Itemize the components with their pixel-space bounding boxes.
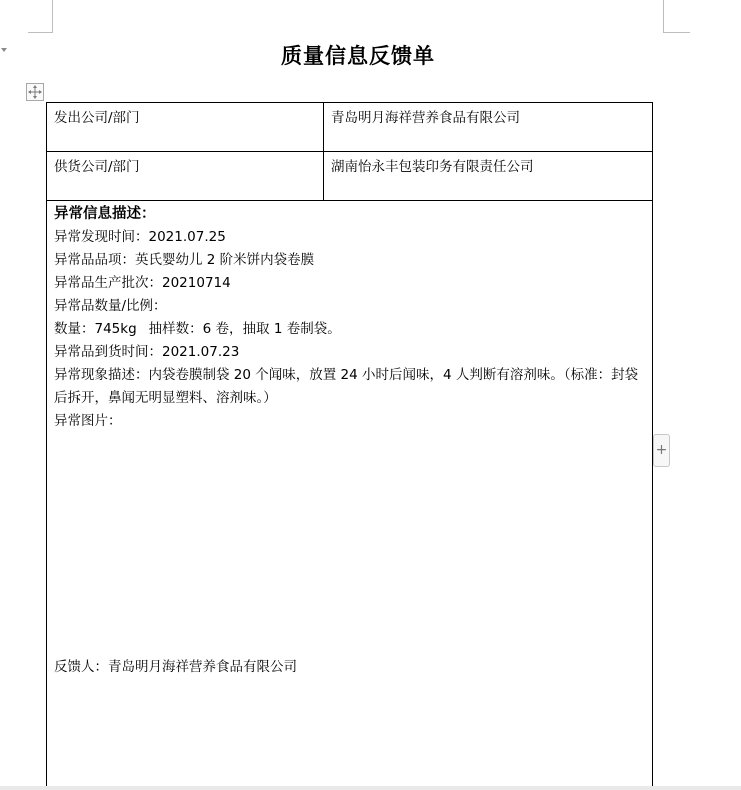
phenomenon-line <box>54 364 646 410</box>
arrival-line <box>54 341 646 364</box>
table-row-details <box>47 201 653 790</box>
found-time-line <box>54 226 646 249</box>
phenomenon-label: 异常现象描述： <box>54 367 149 383</box>
batch-line <box>54 272 646 295</box>
add-row-button[interactable] <box>653 434 670 467</box>
phenomenon-value: 内袋卷膜制袋 20 个闻味，放置 24 小时后闻味，4 人判断有溶剂味。（标准：封袋后拆开，鼻闻无明显塑料、溶剂味。） <box>54 367 639 406</box>
top-right-margin-mark <box>663 0 690 33</box>
batch-value: 20210714 <box>162 275 231 291</box>
arrival-value: 2021.07.23 <box>162 344 240 360</box>
plus-icon: + <box>655 442 668 458</box>
arrival-label: 异常品到货时间： <box>54 344 162 360</box>
feedback-person: 青岛明月海祥营养食品有限公司 <box>108 659 297 675</box>
feedback-line <box>54 656 297 679</box>
top-left-margin-mark <box>28 0 53 33</box>
sender-value-cell[interactable] <box>324 103 653 152</box>
table-row-supplier <box>47 152 653 201</box>
table-move-handle-icon[interactable] <box>26 83 44 101</box>
quantity-ratio-label: 异常品数量/比例： <box>54 298 167 314</box>
found-time-value: 2021.07.25 <box>148 229 226 245</box>
item-label: 异常品品项： <box>54 252 135 268</box>
details-cell[interactable] <box>47 201 653 790</box>
sample-text: 抽样数：6 卷，抽取 1 卷制袋。 <box>148 321 341 337</box>
supplier-label: 供货公司/部门 <box>54 159 140 175</box>
found-time-label: 异常发现时间： <box>54 229 149 245</box>
quantity-label: 数量： <box>54 321 95 337</box>
feedback-form-table <box>46 102 653 790</box>
item-value: 英氏婴幼儿 2 阶米饼内袋卷膜 <box>135 252 315 268</box>
supplier-value-cell[interactable] <box>324 152 653 201</box>
quantity-value: 745kg <box>94 321 137 337</box>
supplier-label-cell[interactable] <box>47 152 324 201</box>
item-line <box>54 249 646 272</box>
bottom-scroll-strip <box>0 786 741 790</box>
supplier-value: 湖南怡永丰包装印务有限责任公司 <box>331 159 534 175</box>
sender-value: 青岛明月海祥营养食品有限公司 <box>331 110 520 126</box>
document-title: 质量信息反馈单 <box>281 43 435 68</box>
sender-label: 发出公司/部门 <box>54 110 140 126</box>
table-row-sender <box>47 103 653 152</box>
feedback-label: 反馈人： <box>54 659 108 675</box>
quantity-line <box>54 318 646 341</box>
sender-label-cell[interactable] <box>47 103 324 152</box>
batch-label: 异常品生产批次： <box>54 275 162 291</box>
images-label: 异常图片： <box>54 413 122 429</box>
details-heading: 异常信息描述： <box>54 206 156 222</box>
